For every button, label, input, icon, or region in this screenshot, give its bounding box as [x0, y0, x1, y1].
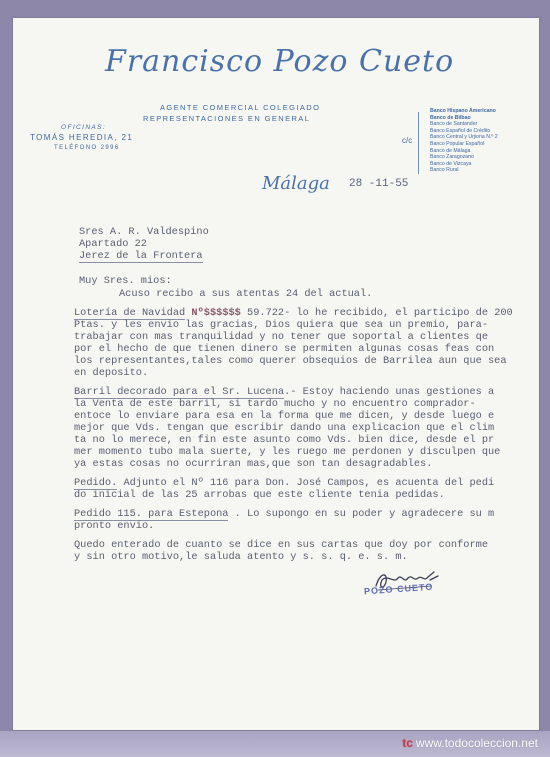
recipient-line: Sres A. R. Valdespino — [79, 226, 209, 238]
paragraph-line — [74, 386, 494, 398]
letter-date: 28 -11-55 — [349, 178, 409, 190]
opening-line: Acuso recibo a sus atentas 24 del actual. — [119, 288, 373, 300]
letter-place: Málaga — [262, 173, 330, 194]
bank-item: Banco Zaragozano — [430, 154, 474, 161]
bank-item: Banco Popular Español — [430, 140, 485, 147]
bank-item: Banco de Málaga — [430, 147, 471, 154]
paragraph-line — [74, 508, 494, 520]
paragraph-line — [74, 307, 513, 319]
paragraph-line: ta no lo merece, en fin este asunto como Vds. bien dice, desde el pr — [74, 434, 495, 446]
paragraph-text: 59.722- lo he recibido, el participo de 200 — [240, 307, 513, 319]
watermark — [402, 736, 538, 750]
greeting: Muy Sres. mios: — [79, 275, 172, 287]
paragraph-text: .- Estoy haciendo unas gestiones a — [284, 386, 495, 398]
watermark-logo-icon: tc — [402, 736, 413, 750]
paragraph-line: los representantes,tales como querer obsequios de Barrilea aun que sea — [74, 355, 507, 367]
closing-line: y sin otro motivo,le saluda atento y s. s. q. e. s. m. — [74, 551, 408, 563]
bank-item: Banco Central y Urjiona N.º 2 — [430, 134, 498, 141]
paragraph-heading: Pedido. — [74, 477, 118, 489]
paragraph-line: pronto envio. — [74, 520, 155, 532]
struck-text: Nº$$$$$$ — [191, 307, 241, 319]
bank-list — [430, 108, 498, 174]
watermark-text: www.todocoleccion.net — [415, 736, 538, 750]
closing-line: Quedo enterado de cuanto se dice en sus cartas que doy por conforme — [74, 539, 489, 551]
paragraph-heading: Pedido 115. para Estepona — [74, 508, 229, 520]
bank-item: Banco Español de Crédito — [430, 127, 491, 134]
paragraph-line: trabajar con mas tranquilidad y no tener que soportal a clientes qe — [74, 331, 489, 343]
paragraph-line: mer momento tubo mala suerte, y les ruego me perdonen y disculpen que — [74, 446, 501, 458]
paragraph-line: ya estas cosas no ocurriran mas,que son tan desagradables. — [74, 458, 433, 470]
paragraph-line: mejor que Vds. tengan que escribir dando una explicacion que el clim — [74, 422, 495, 434]
bank-item: Banco de Bilbao — [430, 114, 471, 121]
recipient-line: Apartado 22 — [79, 238, 147, 250]
offices-phone: TELÉFONO 2996 — [54, 145, 120, 151]
letterhead-name: Francisco Pozo Cueto — [105, 44, 455, 79]
company-stamp: POZO CUETO — [363, 581, 434, 597]
paragraph-line: Ptas. y les envio las gracias, Dios quiera que sea un premio, para- — [74, 319, 489, 331]
paragraph-text: . Lo supongo en su poder y agradecere su m — [228, 508, 495, 520]
paragraph-heading: Barril decorado para el Sr. Lucena — [74, 386, 285, 398]
bank-item: Banco de Vizcaya — [430, 160, 472, 167]
paragraph-line: la Venta de este barril, si tardo mucho y no encuentro comprador- — [74, 398, 476, 410]
paragraph-line — [74, 477, 494, 489]
offices-label: OFICINAS: — [61, 124, 107, 131]
letterhead-subtitle-1: AGENTE COMERCIAL COLEGIADO — [160, 103, 321, 112]
bank-item: Banco Rural — [430, 167, 459, 174]
paragraph-line: en deposito. — [74, 367, 149, 379]
paragraph-line: entoce lo enviare para esa en la forma que me dicen, y desde luego e — [74, 410, 495, 422]
offices-address: TOMÁS HEREDIA, 21 — [30, 133, 134, 142]
bank-account-label: c/c — [402, 136, 413, 145]
bank-item: Banco Hispano Americano — [430, 108, 496, 114]
recipient-line: Jerez de la Frontera — [79, 250, 203, 262]
letterhead-subtitle-2: REPRESENTACIONES EN GENERAL — [143, 114, 311, 123]
paragraph-text: Adjunto el Nº 116 para Don. José Campos, es acuenta del pedi — [117, 477, 495, 489]
paragraph-heading: Lotería de Navidad — [74, 307, 186, 319]
bank-item: Banco de Santander — [430, 121, 478, 128]
paragraph-line: por el hecho de que tienen dinero se permiten algunas cosas feas con — [74, 343, 495, 355]
banks-brace — [418, 112, 424, 174]
paragraph-line: do inicial de las 25 arrobas que este cliente tenia pedidas. — [74, 489, 445, 501]
